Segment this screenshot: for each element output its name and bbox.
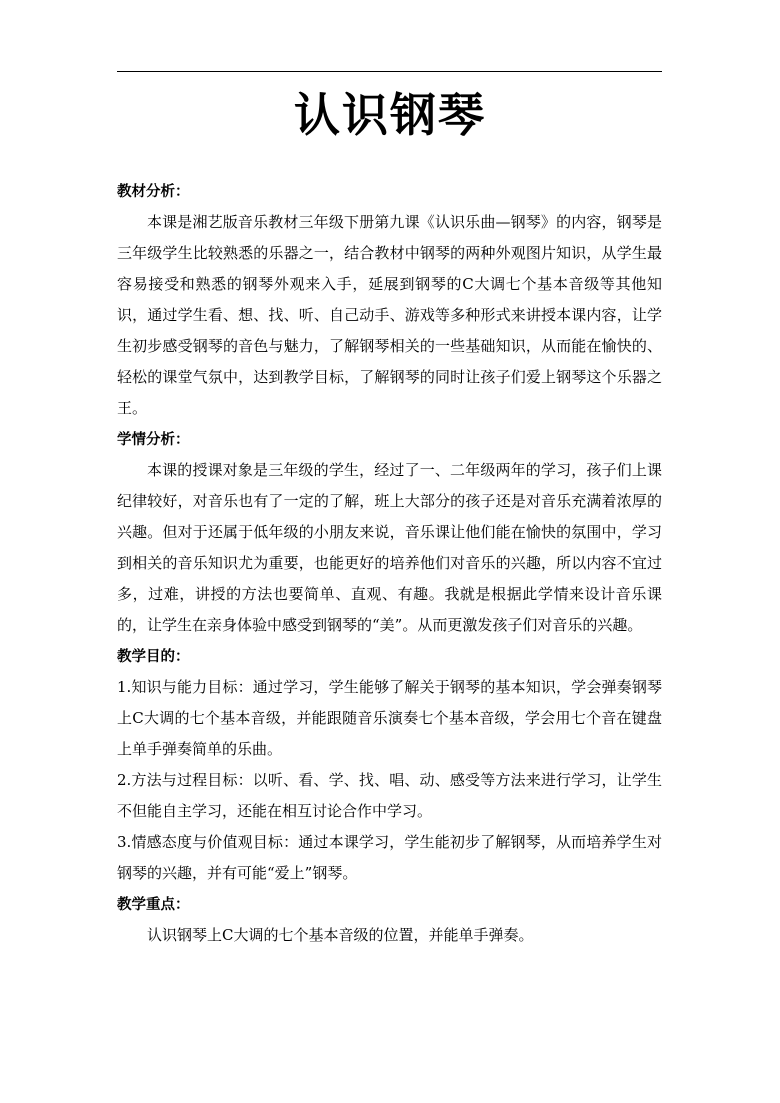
section-body-students: 本课的授课对象是三年级的学生，经过了一、二年级两年的学习，孩子们上课纪律较好，对音乐也有了一定的了解，班上大部分的孩子还是对音乐充满着浓厚的兴趣。但对于还属于低年级的小朋友来说，音乐课让他们能在愉快的氛围中，学习到相关的音乐知识尤为重要，也能更好的培养他们对音乐的兴趣，所以内容不宜过多，过难，讲授的方法也要简单、直观、有趣。我就是根据此学情来设计音乐课的，让学生在亲身体验中感受到钢琴的“美”。从而更激发孩子们对音乐的兴趣。 — [117, 461, 662, 634]
document-title: 认识钢琴 — [294, 88, 486, 142]
section-heading-key-points: 教学重点： — [117, 896, 190, 913]
section-heading-material: 教材分析： — [117, 183, 190, 200]
section-heading-students: 学情分析： — [117, 431, 190, 448]
section-body-key-points: 认识钢琴上C大调的七个基本音级的位置，并能单手弹奏。 — [147, 926, 534, 944]
section-heading-goals: 教学目的： — [117, 648, 190, 665]
goal-item-2: 2.方法与过程目标：以听、看、学、找、唱、动、感受等方法来进行学习，让学生不但能自主学习，还能在相互讨论合作中学习。 — [117, 771, 662, 820]
goal-item-1: 1.知识与能力目标：通过学习，学生能够了解关于钢琴的基本知识，学会弹奏钢琴上C大调的七个基本音级，并能跟随音乐演奏七个基本音级，学会用七个音在键盘上单手弹奏简单的乐曲。 — [117, 678, 662, 758]
section-body-material: 本课是湘艺版音乐教材三年级下册第九课《认识乐曲—钢琴》的内容，钢琴是三年级学生比较熟悉的乐器之一，结合教材中钢琴的两种外观图片知识，从学生最容易接受和熟悉的钢琴外观来入手，延展到钢琴的C大调七个基本音级等其他知识，通过学生看、想、找、听、自己动手、游戏等多种形式来讲授本课内容，让学生初步感受钢琴的音色与魅力，了解钢琴相关的一些基础知识，从而能在愉快的、轻松的课堂气氛中，达到教学目标，了解钢琴的同时让孩子们爱上钢琴这个乐器之王。 — [117, 213, 662, 417]
header-rule — [117, 71, 662, 72]
document-body — [117, 176, 662, 951]
goal-item-3: 3.情感态度与价值观目标：通过本课学习，学生能初步了解钢琴，从而培养学生对钢琴的兴趣，并有可能“爱上”钢琴。 — [117, 833, 662, 882]
